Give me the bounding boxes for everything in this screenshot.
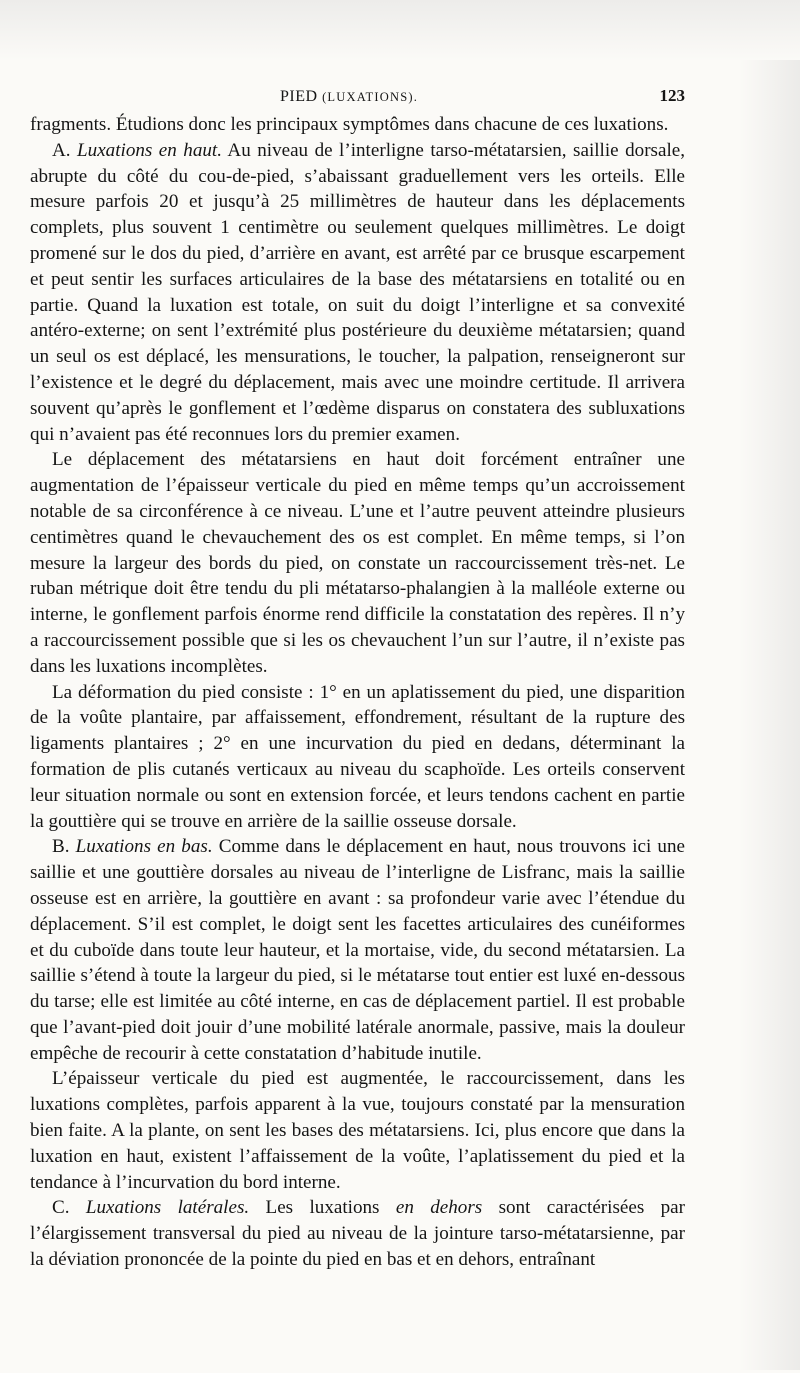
paragraph-epaisseur (30, 1066, 685, 1195)
section-heading: Luxations en bas. (75, 836, 213, 858)
book-page (30, 80, 685, 1273)
paragraph-text: Au niveau de l’interligne tarso-métatarsien, saillie dorsale, abrupte du côté du cou-de-pied, s’abaissant graduellement vers les orteils. Elle mesure parfois 20 et jusqu’à 25 millimètres de hauteur dans les déplacements complets, plus souvent 1 centimètre ou seulement quelques millimètres. Le doigt promené sur le dos du pied, d’arrière en avant, est arrêté par ce brusque escarpement et peut sentir les surfaces articulaires de la base des métatarsiens en totalité ou en partie. Quand la luxation est totale, on suit du doigt l’interligne et sa convexité antéro-externe; on sent l’extrémité plus postérieure du deuxième métatarsien; quand un seul os est déplacé, les mensurations, le toucher, la palpation, renseigneront sur l’existence et le degré du déplacement, mais avec une moindre certitude. Il arrivera souvent qu’après le gonflement et l’œdème disparus on constatera des subluxations qui n’avaient pas été reconnues lors du premier examen. (30, 139, 686, 445)
running-header (30, 80, 685, 110)
page-number: 123 (659, 86, 685, 105)
scan-edge-noise (740, 60, 800, 1370)
paragraph-luxations-bas (30, 834, 685, 1066)
section-letter: B. (52, 836, 70, 858)
running-title-main: PIED (280, 88, 318, 105)
paragraph-luxations-haut (30, 138, 685, 448)
paragraph-text: fragments. Étudions donc les principaux symptômes dans chacune de ces luxations. (30, 114, 669, 135)
paragraph-text: Comme dans le déplacement en haut, nous trouvons ici une saillie et une gouttière dorsales au niveau de l’interligne de Lisfranc, mais la saillie osseuse est en arrière, la gouttière en avant : sa profondeur varie avec l’étendue du déplacement. S’il est complet, le doigt sent les facettes articulaires des cunéiformes et du cuboïde dans toute leur hauteur, et la mortaise, vide, du second métatarsien. La saillie s’étend à toute la largeur du pied, si le métatarse tout entier est luxé en-dessous du tarse; elle est limitée au côté interne, en cas de déplacement partiel. Il est probable que l’avant-pied doit jouir d’une mobilité latérale anormale, passive, mais la douleur empêche de recourir à cette constatation d’habitude inutile. (30, 836, 685, 1064)
section-letter: A. (52, 139, 71, 161)
paragraph-luxations-laterales (30, 1195, 685, 1272)
paragraph-intro (30, 112, 685, 138)
running-title (280, 84, 418, 111)
section-heading: Luxations latérales. (85, 1197, 250, 1219)
paragraph-deplacement (30, 447, 685, 679)
paragraph-text: L’épaisseur verticale du pied est augmentée, le raccourcissement, dans les luxations complètes, parfois apparent à la vue, toujours constaté par la mensuration bien faite. A la plante, on sent les bases des métatarsiens. Ici, plus encore que dans la luxation en haut, existent l’affaissement de la voûte, l’aplatissement du pied et la tendance à l’incurvation du bord interne. (30, 1068, 685, 1193)
paragraph-text: La déformation du pied consiste : 1° en un aplatissement du pied, une disparition de la voûte plantaire, par affaissement, effondrement, résultant de la rupture des ligaments plantaires ; 2° en une incurvation du pied en dedans, déterminant la formation de plis cutanés verticaux au niveau du scaphoïde. Les orteils conservent leur situation normale ou sont en extension forcée, et leurs tendons cachent en partie la gouttière qui se trouve en arrière de la saillie osseuse dorsale. (30, 681, 685, 832)
emphasis: en dehors (395, 1197, 483, 1219)
paragraph-text: sont caractérisées par l’élargissement transversal du pied au niveau de la jointure tarso-métatarsienne, par la déviation prononcée de la pointe du pied en bas et en dehors, entraînant (30, 1197, 686, 1271)
section-heading: Luxations en haut. (77, 139, 223, 161)
running-title-sub: (LUXATIONS). (322, 90, 419, 104)
scan-top-noise (0, 0, 800, 60)
paragraph-text-before: Les luxations (249, 1197, 396, 1219)
paragraph-deformation (30, 680, 685, 835)
section-letter: C. (52, 1197, 70, 1219)
paragraph-text: Le déplacement des métatarsiens en haut doit forcément entraîner une augmentation de l’épaisseur verticale du pied en même temps qu’un accroissement notable de sa circonférence à ce niveau. L’une et l’autre peuvent atteindre plusieurs centimètres quand le chevauchement des os est complet. En même temps, si l’on mesure la largeur des bords du pied, on constate un raccourcissement très-net. Le ruban métrique doit être tendu du pli métatarso-phalangien à la malléole externe ou interne, le gonflement parfois énorme rend difficile la constatation des repères. Il n’y a raccourcissement possible que si les os chevauchent l’un sur l’autre, il n’existe pas dans les luxations incomplètes. (30, 449, 685, 677)
